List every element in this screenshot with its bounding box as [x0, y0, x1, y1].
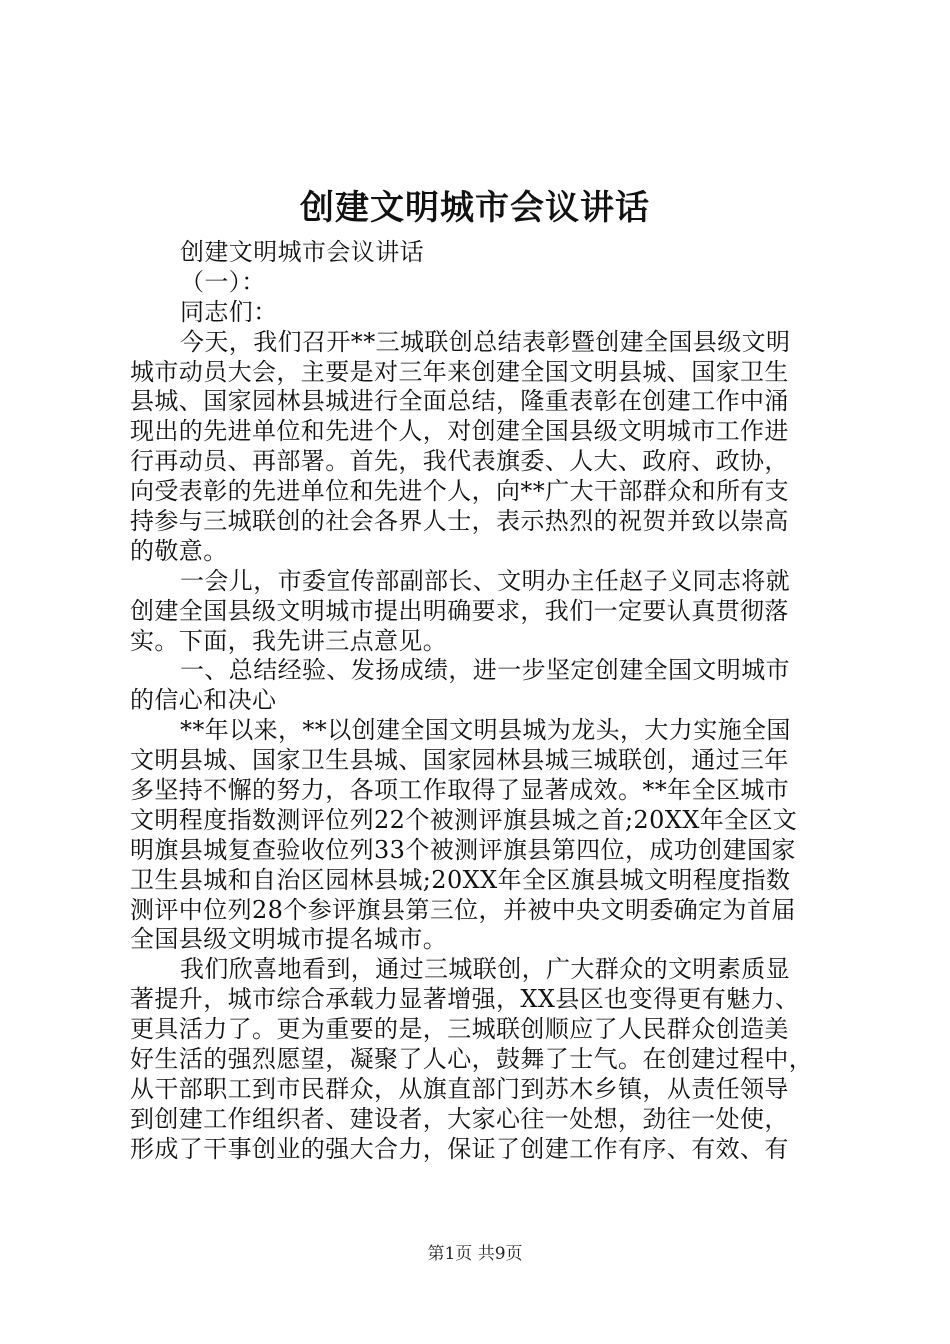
text-line: 卫生县城和自治区园林县城;20XX年全区旗县城文明程度指数	[130, 865, 791, 894]
text-line: 实。下面，我先讲三点意见。	[130, 626, 448, 655]
text-line: 好生活的强烈愿望，凝聚了人心，鼓舞了士气。在创建过程中，	[130, 1045, 814, 1074]
text-line: 著提升，城市综合承载力显著增强，XX县区也变得更有魅力、	[130, 985, 800, 1014]
text-line: 文明县城、国家卫生县城、国家园林县城三城联创，通过三年	[130, 746, 789, 775]
text-line: 的敬意。	[130, 536, 228, 565]
text-line: 文明程度指数测评位列22个被测评旗县城之首;20XX年全区文	[130, 805, 798, 834]
text-line: 一会儿，市委宣传部副部长、文明办主任赵子义同志将就	[180, 566, 790, 595]
text-line: 从干部职工到市民群众，从旗直部门到苏木乡镇，从责任领导	[130, 1074, 789, 1103]
section-heading-line: 的信心和决心	[130, 686, 277, 715]
text-line: 县城、国家园林县城进行全面总结，隆重表彰在创建工作中涌	[130, 387, 789, 416]
text-line: 更具活力了。更为重要的是，三城联创顺应了人民群众创造美	[130, 1015, 789, 1044]
text-line: **年以来，**以创建全国文明县城为龙头，大力实施全国	[180, 716, 791, 745]
document-title: 创建文明城市会议讲话	[300, 188, 650, 228]
subtitle-line: 创建文明城市会议讲话	[180, 238, 424, 266]
text-line: 行再动员、再部署。首先，我代表旗委、人大、政府、政协，	[130, 447, 789, 476]
text-line: 现出的先进单位和先进个人，对创建全国县级文明城市工作进	[130, 417, 789, 446]
text-line: 测评中位列28个参评旗县第三位，并被中央文明委确定为首届	[130, 895, 796, 924]
text-line: 向受表彰的先进单位和先进个人，向**广大干部群众和所有支	[130, 477, 790, 506]
page-footer: 第1页 共9页	[427, 1244, 523, 1264]
text-line: 今天，我们召开**三城联创总结表彰暨创建全国县级文明	[180, 327, 791, 356]
text-line: 明旗县城复查验收位列33个被测评旗县第四位，成功创建国家	[130, 835, 796, 864]
salutation-line: 同志们：	[180, 297, 278, 326]
text-line: 城市动员大会，主要是对三年来创建全国文明县城、国家卫生	[130, 357, 789, 386]
text-line: 持参与三城联创的社会各界人士，表示热烈的祝贺并致以崇高	[130, 507, 789, 536]
text-line: 到创建工作组织者、建设者，大家心往一处想，劲往一处使，	[130, 1104, 789, 1133]
text-line: 形成了干事创业的强大合力，保证了创建工作有序、有效、有	[130, 1134, 789, 1163]
text-line: 创建全国县级文明城市提出明确要求，我们一定要认真贯彻落	[130, 596, 789, 625]
text-line: 全国县级文明城市提名城市。	[130, 925, 448, 954]
document-body	[130, 238, 830, 1165]
section-heading-line: 一、总结经验、发扬成绩，进一步坚定创建全国文明城市	[180, 656, 790, 685]
section-number-line: （一）：	[180, 267, 266, 296]
text-line: 多坚持不懈的努力，各项工作取得了显著成效。**年全区城市	[130, 776, 790, 805]
text-line: 我们欣喜地看到，通过三城联创，广大群众的文明素质显	[180, 955, 790, 984]
